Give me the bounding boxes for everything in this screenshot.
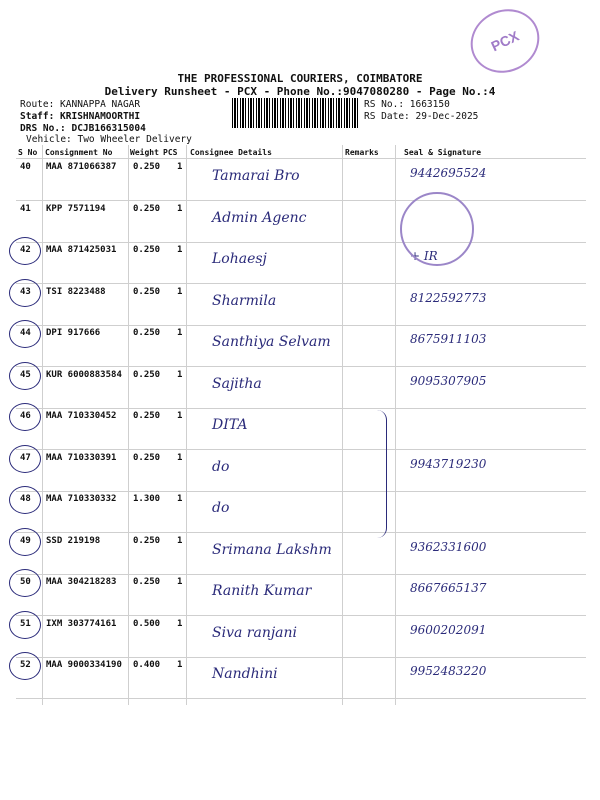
row-divider <box>16 200 586 201</box>
row-sno: 49 <box>20 536 31 546</box>
row-weight: 1.300 <box>133 494 161 504</box>
row-weight: 0.250 <box>133 204 161 214</box>
row-consignment: MAA 304218283 <box>46 577 117 587</box>
row-consignee-name: Srimana Lakshm <box>212 542 332 558</box>
row-weight: 0.500 <box>133 619 161 629</box>
sno-circle-mark <box>9 611 41 639</box>
column-divider <box>342 145 343 705</box>
col-seal: Seal & Signature <box>404 148 482 157</box>
row-sno: 45 <box>20 370 31 380</box>
row-consignment: MAA 710330452 <box>46 411 117 421</box>
company-seal <box>400 192 474 266</box>
sno-circle-mark <box>9 445 41 473</box>
row-signature: 9952483220 <box>410 664 487 678</box>
runsheet-subtitle: Delivery Runsheet - PCX - Phone No.:9047080280 - Page No.:4 <box>104 85 496 98</box>
sno-circle-mark <box>9 528 41 556</box>
column-divider <box>128 145 129 705</box>
col-weight: Weight <box>130 148 159 157</box>
row-sno: 43 <box>20 287 31 297</box>
row-weight: 0.400 <box>133 660 161 670</box>
row-divider <box>16 242 586 243</box>
row-pcs: 1 <box>177 328 183 338</box>
row-weight: 0.250 <box>133 287 161 297</box>
row-consignment: MAA 710330332 <box>46 494 117 504</box>
bracket-mark <box>372 410 387 538</box>
row-consignee-name: Lohaesj <box>212 251 267 267</box>
row-pcs: 1 <box>177 619 183 629</box>
row-consignment: DPI 917666 <box>46 328 101 338</box>
row-pcs: 1 <box>177 162 183 172</box>
row-signature: 9943719230 <box>410 457 487 471</box>
row-consignment: MAA 871066387 <box>46 162 117 172</box>
row-sno: 47 <box>20 453 31 463</box>
row-signature: 9095307905 <box>410 374 487 388</box>
row-consignment: IXM 303774161 <box>46 619 117 629</box>
row-signature: 9442695524 <box>410 166 487 180</box>
row-sno: 40 <box>20 162 31 172</box>
row-pcs: 1 <box>177 287 183 297</box>
row-consignment: SSD 219198 <box>46 536 101 546</box>
row-sno: 52 <box>20 660 31 670</box>
row-sno: 44 <box>20 328 31 338</box>
sno-circle-mark <box>9 403 41 431</box>
column-divider <box>395 145 396 705</box>
row-signature: 8122592773 <box>410 291 487 305</box>
row-divider <box>16 657 586 658</box>
row-weight: 0.250 <box>133 453 161 463</box>
row-weight: 0.250 <box>133 370 161 380</box>
row-consignee-name: Tamarai Bro <box>212 168 300 184</box>
row-consignment: MAA 710330391 <box>46 453 117 463</box>
row-sno: 51 <box>20 619 31 629</box>
row-pcs: 1 <box>177 536 183 546</box>
row-sno: 46 <box>20 411 31 421</box>
row-consignee-name: Ranith Kumar <box>212 583 312 599</box>
route-label: Route: KANNAPPA NAGAR <box>20 99 141 110</box>
staff-label: Staff: KRISHNAMOORTHI <box>20 111 141 122</box>
sno-circle-mark <box>9 279 41 307</box>
row-pcs: 1 <box>177 660 183 670</box>
row-consignee-name: do <box>212 459 230 475</box>
sno-circle-mark <box>9 652 41 680</box>
row-divider <box>16 283 586 284</box>
row-consignee-name: Admin Agenc <box>212 210 307 226</box>
row-pcs: 1 <box>177 411 183 421</box>
row-pcs: 1 <box>177 577 183 587</box>
row-consignee-name: DITA <box>212 417 248 433</box>
rs-date: RS Date: 29-Dec-2025 <box>364 111 479 122</box>
col-sno: S No <box>18 148 38 157</box>
row-divider <box>16 532 586 533</box>
col-pcs: PCS <box>163 148 178 157</box>
row-signature: 8667665137 <box>410 581 487 595</box>
row-consignee-name: Santhiya Selvam <box>212 334 331 350</box>
col-remarks: Remarks <box>345 148 379 157</box>
vehicle-label: Vehicle: Two Wheeler Delivery <box>26 134 192 145</box>
col-consignment: Consignment No <box>45 148 113 157</box>
row-pcs: 1 <box>177 370 183 380</box>
col-details: Consignee Details <box>190 148 272 157</box>
row-weight: 0.250 <box>133 577 161 587</box>
row-weight: 0.250 <box>133 536 161 546</box>
pcx-stamp: PCX <box>460 0 550 84</box>
row-weight: 0.250 <box>133 162 161 172</box>
row-consignee-name: do <box>212 500 230 516</box>
row-consignee-name: Nandhini <box>212 666 278 682</box>
row-consignment: KPP 7571194 <box>46 204 106 214</box>
row-signature: 9362331600 <box>410 540 487 554</box>
row-sno: 41 <box>20 204 31 214</box>
row-divider <box>16 449 586 450</box>
header-divider <box>16 158 586 159</box>
row-pcs: 1 <box>177 453 183 463</box>
row-weight: 0.250 <box>133 411 161 421</box>
row-sno: 50 <box>20 577 31 587</box>
row-consignment: MAA 871425031 <box>46 245 117 255</box>
row-sno: 48 <box>20 494 31 504</box>
row-consignee-name: Sharmila <box>212 293 277 309</box>
sno-circle-mark <box>9 362 41 390</box>
column-divider <box>186 145 187 705</box>
row-pcs: 1 <box>177 494 183 504</box>
row-consignment: MAA 9000334190 <box>46 660 122 670</box>
row-divider <box>16 366 586 367</box>
row-weight: 0.250 <box>133 328 161 338</box>
drs-label: DRS No.: DCJB166315004 <box>20 123 146 134</box>
sno-circle-mark <box>9 237 41 265</box>
row-consignee-name: Siva ranjani <box>212 625 298 641</box>
rs-no: RS No.: 1663150 <box>364 99 450 110</box>
row-consignment: TSI 8223488 <box>46 287 106 297</box>
row-signature: + IR <box>410 249 438 263</box>
sno-circle-mark <box>9 486 41 514</box>
row-divider <box>16 574 586 575</box>
row-pcs: 1 <box>177 204 183 214</box>
row-pcs: 1 <box>177 245 183 255</box>
barcode <box>232 98 360 128</box>
row-divider <box>16 615 586 616</box>
row-consignee-name: Sajitha <box>212 376 262 392</box>
row-divider <box>16 491 586 492</box>
sno-circle-mark <box>9 569 41 597</box>
row-sno: 42 <box>20 245 31 255</box>
row-divider <box>16 408 586 409</box>
row-weight: 0.250 <box>133 245 161 255</box>
sno-circle-mark <box>9 320 41 348</box>
row-signature: 9600202091 <box>410 623 487 637</box>
company-title: THE PROFESSIONAL COURIERS, COIMBATORE <box>177 72 423 85</box>
column-divider <box>42 145 43 705</box>
row-divider <box>16 698 586 699</box>
row-signature: 8675911103 <box>410 332 487 346</box>
row-consignment: KUR 6000883584 <box>46 370 122 380</box>
row-divider <box>16 325 586 326</box>
